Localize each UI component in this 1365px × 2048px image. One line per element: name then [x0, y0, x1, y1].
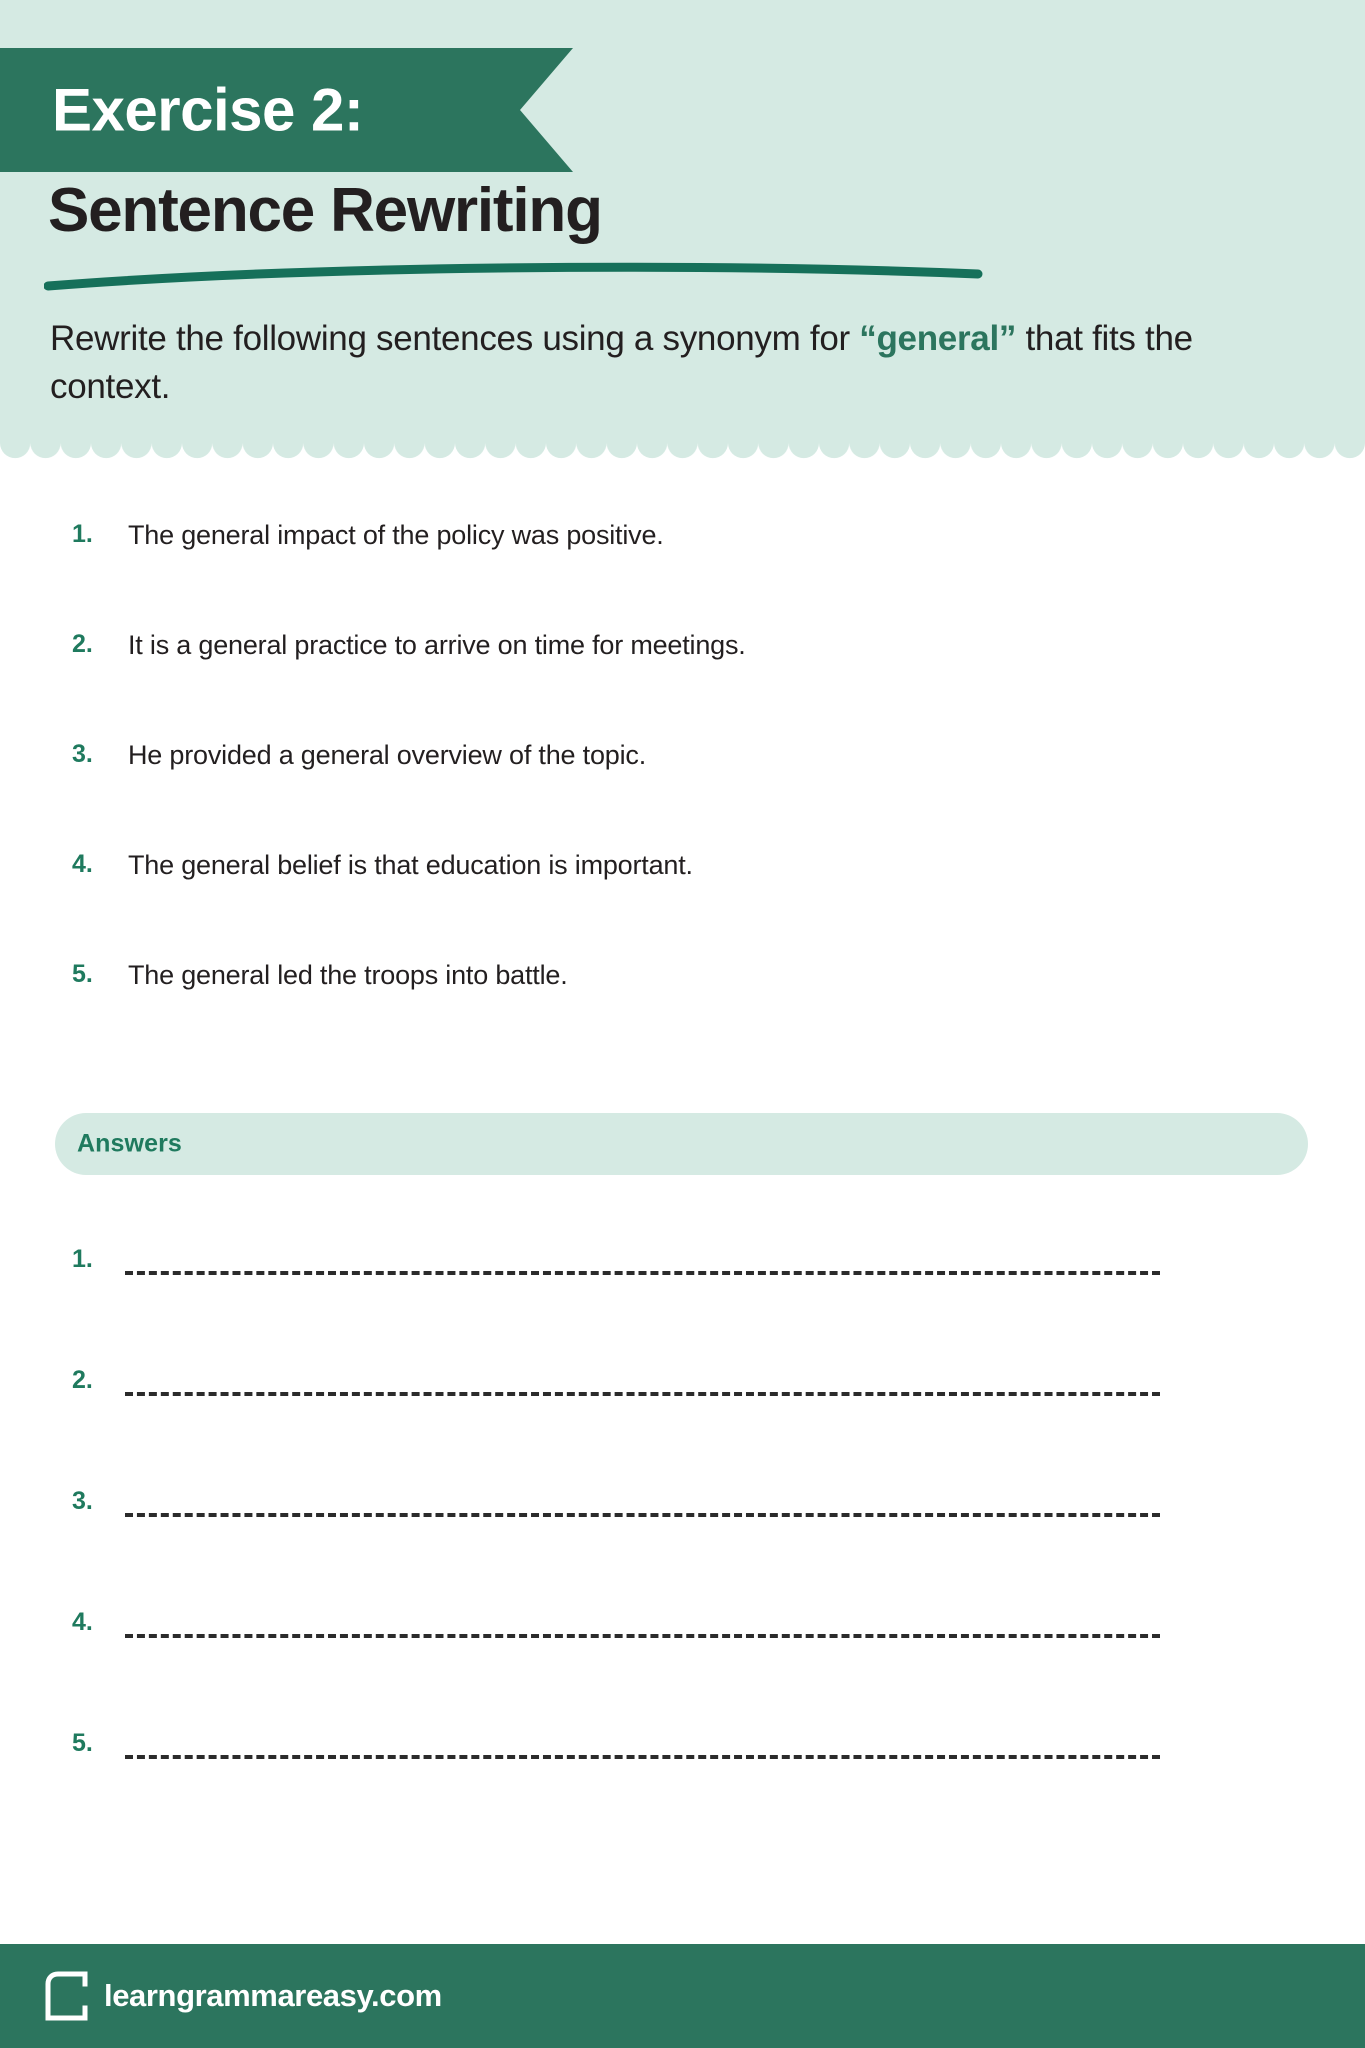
question-item [0, 850, 1365, 960]
answer-number: 2. [72, 1366, 93, 1394]
answer-line-row [0, 1608, 1365, 1729]
exercise-ribbon-banner [0, 48, 573, 172]
question-text: The general led the troops into battle. [128, 960, 568, 990]
question-text: The general belief is that education is important. [128, 850, 693, 880]
header-panel [0, 0, 1365, 443]
answer-line-row [0, 1366, 1365, 1487]
instructions-text [50, 315, 1300, 410]
title-underline-stroke [44, 260, 984, 292]
footer-bar [0, 1944, 1365, 2048]
question-text: The general impact of the policy was positive. [128, 520, 664, 550]
answer-write-line[interactable] [125, 1513, 1160, 1517]
answer-write-line[interactable] [125, 1634, 1160, 1638]
question-number: 5. [72, 960, 93, 988]
question-number: 4. [72, 850, 93, 878]
footer-website-text: learngrammareasy.com [104, 1978, 442, 2013]
question-number: 3. [72, 740, 93, 768]
answer-line-row [0, 1487, 1365, 1608]
answer-line-row [0, 1245, 1365, 1366]
answers-section-header [55, 1113, 1308, 1175]
answer-line-row [0, 1729, 1365, 1850]
instruction-part-two: that fits the context. [50, 319, 1193, 406]
exercise-label: Exercise 2: [52, 76, 364, 144]
questions-list [0, 520, 1365, 1070]
question-number: 1. [72, 520, 93, 548]
answer-lines-list [0, 1245, 1365, 1850]
speech-bubble-icon [44, 1970, 88, 2022]
instruction-part-one: Rewrite the following sentences using a synonym for [50, 319, 860, 358]
answer-number: 3. [72, 1487, 93, 1515]
question-item [0, 740, 1365, 850]
question-item [0, 630, 1365, 740]
question-text: He provided a general overview of the topic. [128, 740, 647, 770]
answer-write-line[interactable] [125, 1392, 1160, 1396]
answer-number: 4. [72, 1608, 93, 1636]
answers-label: Answers [77, 1129, 182, 1158]
answer-number: 1. [72, 1245, 93, 1273]
answer-write-line[interactable] [125, 1755, 1160, 1759]
page-title: Sentence Rewriting [48, 176, 602, 245]
instruction-highlighted-word: “general” [859, 319, 1017, 358]
scalloped-divider [0, 443, 1365, 471]
answer-write-line[interactable] [125, 1271, 1160, 1275]
question-item [0, 520, 1365, 630]
question-text: It is a general practice to arrive on time for meetings. [128, 630, 746, 660]
question-item [0, 960, 1365, 1070]
question-number: 2. [72, 630, 93, 658]
answer-number: 5. [72, 1729, 93, 1757]
